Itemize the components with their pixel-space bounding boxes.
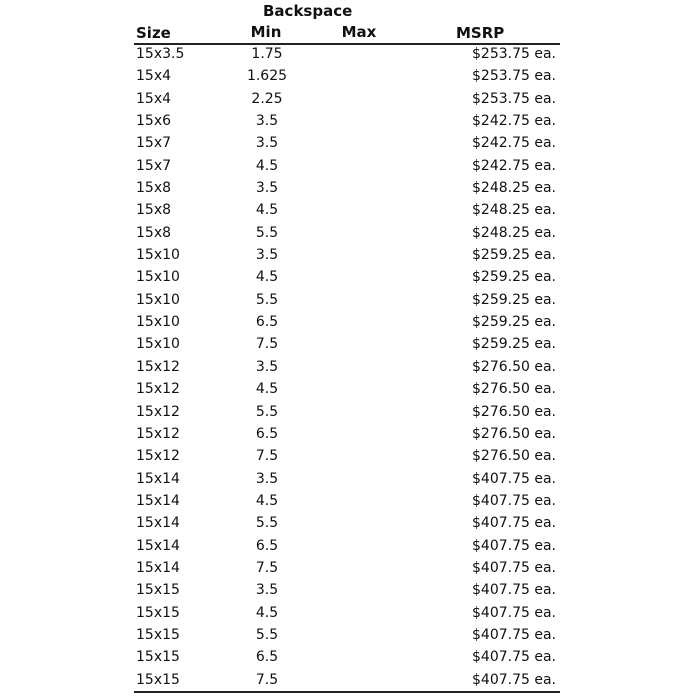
min-cell: 5.5 — [255, 403, 279, 420]
table-row — [134, 312, 560, 334]
table-row — [134, 513, 560, 535]
size-cell: 15x15 — [136, 671, 180, 688]
msrp-cell: $407.75 ea. — [472, 582, 556, 599]
size-cell: 15x12 — [136, 381, 180, 398]
table-body — [134, 44, 560, 692]
header-size: Size — [136, 24, 171, 42]
size-cell: 15x10 — [136, 291, 180, 308]
min-cell: 3.5 — [255, 358, 279, 375]
size-cell: 15x12 — [136, 403, 180, 420]
msrp-cell: $276.50 ea. — [472, 425, 556, 442]
min-cell: 3.5 — [255, 113, 279, 130]
msrp-cell: $407.75 ea. — [472, 470, 556, 487]
min-cell: 6.5 — [255, 314, 279, 331]
size-cell: 15x10 — [136, 314, 180, 331]
min-cell: 6.5 — [255, 425, 279, 442]
table-row — [134, 334, 560, 356]
msrp-cell: $248.25 ea. — [472, 180, 556, 197]
msrp-cell: $407.75 ea. — [472, 649, 556, 666]
min-cell: 3.5 — [255, 247, 279, 264]
msrp-cell: $407.75 ea. — [472, 537, 556, 554]
table-bottom-rule — [134, 691, 560, 693]
min-cell: 3.5 — [255, 582, 279, 599]
size-cell: 15x8 — [136, 202, 172, 219]
backspace-group-title: Backspace — [263, 2, 353, 20]
table-row — [134, 491, 560, 513]
min-cell: 7.5 — [255, 448, 279, 465]
msrp-cell: $248.25 ea. — [472, 224, 556, 241]
table-row — [134, 424, 560, 446]
msrp-cell: $407.75 ea. — [472, 604, 556, 621]
size-cell: 15x8 — [136, 224, 172, 241]
min-cell: 4.5 — [255, 604, 279, 621]
msrp-cell: $253.75 ea. — [472, 90, 556, 107]
msrp-cell: $253.75 ea. — [472, 68, 556, 85]
table-row — [134, 469, 560, 491]
min-cell: 5.5 — [255, 291, 279, 308]
table-row — [134, 44, 560, 66]
size-cell: 15x15 — [136, 626, 180, 643]
msrp-cell: $407.75 ea. — [472, 515, 556, 532]
msrp-cell: $242.75 ea. — [472, 113, 556, 130]
table-row — [134, 223, 560, 245]
min-cell: 7.5 — [255, 336, 279, 353]
msrp-cell: $242.75 ea. — [472, 135, 556, 152]
table-header-row — [134, 22, 560, 42]
header-min: Min — [250, 23, 282, 41]
msrp-cell: $407.75 ea. — [472, 492, 556, 509]
table-row — [134, 200, 560, 222]
table-row — [134, 156, 560, 178]
min-cell: 4.5 — [255, 381, 279, 398]
msrp-cell: $259.25 ea. — [472, 291, 556, 308]
table-row — [134, 647, 560, 669]
size-cell: 15x6 — [136, 113, 172, 130]
msrp-cell: $259.25 ea. — [472, 269, 556, 286]
min-cell: 4.5 — [255, 157, 279, 174]
table-row — [134, 402, 560, 424]
min-cell: 1.625 — [246, 68, 288, 85]
table-row — [134, 245, 560, 267]
msrp-cell: $276.50 ea. — [472, 403, 556, 420]
table-row — [134, 580, 560, 602]
size-cell: 15x10 — [136, 269, 180, 286]
msrp-cell: $253.75 ea. — [472, 46, 556, 62]
min-cell: 5.5 — [255, 626, 279, 643]
table-row — [134, 379, 560, 401]
size-cell: 15x7 — [136, 157, 172, 174]
table-row — [134, 625, 560, 647]
table-row — [134, 603, 560, 625]
min-cell: 6.5 — [255, 649, 279, 666]
table-row — [134, 536, 560, 558]
table-row — [134, 357, 560, 379]
table-row — [134, 290, 560, 312]
size-cell: 15x14 — [136, 537, 180, 554]
msrp-cell: $407.75 ea. — [472, 626, 556, 643]
size-cell: 15x14 — [136, 559, 180, 576]
header-max: Max — [341, 23, 377, 41]
min-cell: 3.5 — [255, 180, 279, 197]
table-row — [134, 558, 560, 580]
min-cell: 7.5 — [255, 671, 279, 688]
price-table — [134, 0, 560, 700]
size-cell: 15x12 — [136, 358, 180, 375]
msrp-cell: $242.75 ea. — [472, 157, 556, 174]
table-row — [134, 670, 560, 692]
msrp-cell: $407.75 ea. — [472, 671, 556, 688]
size-cell: 15x4 — [136, 90, 172, 107]
size-cell: 15x4 — [136, 68, 172, 85]
msrp-cell: $259.25 ea. — [472, 247, 556, 264]
size-cell: 15x7 — [136, 135, 172, 152]
size-cell: 15x14 — [136, 515, 180, 532]
size-cell: 15x14 — [136, 492, 180, 509]
msrp-cell: $276.50 ea. — [472, 448, 556, 465]
table-row — [134, 111, 560, 133]
min-cell: 7.5 — [255, 559, 279, 576]
msrp-cell: $259.25 ea. — [472, 336, 556, 353]
size-cell: 15x8 — [136, 180, 172, 197]
size-cell: 15x12 — [136, 425, 180, 442]
msrp-cell: $276.50 ea. — [472, 381, 556, 398]
size-cell: 15x14 — [136, 470, 180, 487]
table-row — [134, 446, 560, 468]
msrp-cell: $407.75 ea. — [472, 559, 556, 576]
size-cell: 15x15 — [136, 649, 180, 666]
min-cell: 3.5 — [255, 135, 279, 152]
min-cell: 4.5 — [255, 269, 279, 286]
table-row — [134, 66, 560, 88]
header-msrp: MSRP — [456, 24, 505, 42]
size-cell: 15x12 — [136, 448, 180, 465]
table-row — [134, 178, 560, 200]
msrp-cell: $248.25 ea. — [472, 202, 556, 219]
min-cell: 6.5 — [255, 537, 279, 554]
msrp-cell: $259.25 ea. — [472, 314, 556, 331]
table-row — [134, 133, 560, 155]
min-cell: 5.5 — [255, 224, 279, 241]
size-cell: 15x15 — [136, 604, 180, 621]
min-cell: 1.75 — [251, 46, 283, 62]
size-cell: 15x10 — [136, 336, 180, 353]
min-cell: 4.5 — [255, 202, 279, 219]
min-cell: 4.5 — [255, 492, 279, 509]
table-row — [134, 267, 560, 289]
min-cell: 5.5 — [255, 515, 279, 532]
size-cell: 15x3.5 — [136, 46, 185, 62]
table-row — [134, 89, 560, 111]
size-cell: 15x10 — [136, 247, 180, 264]
min-cell: 2.25 — [251, 90, 283, 107]
min-cell: 3.5 — [255, 470, 279, 487]
msrp-cell: $276.50 ea. — [472, 358, 556, 375]
size-cell: 15x15 — [136, 582, 180, 599]
